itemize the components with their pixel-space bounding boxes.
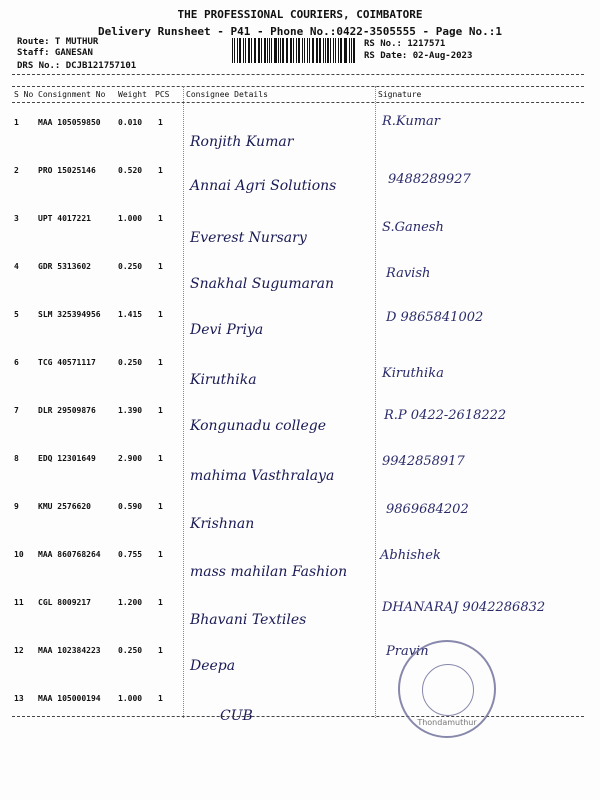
barcode-bar [340, 38, 342, 63]
signature-scribble: DHANARAJ 9042286832 [382, 600, 546, 615]
row-pcs: 1 [158, 310, 163, 319]
row-weight: 2.900 [118, 454, 143, 463]
barcode-bar [290, 38, 291, 63]
row-sno: 5 [14, 310, 19, 319]
row-sno: 7 [14, 406, 19, 415]
consignee-name: Annai Agri Solutions [190, 178, 337, 194]
route-label: Route: T MUTHUR [17, 37, 99, 47]
barcode-bar [345, 38, 346, 63]
row-pcs: 1 [158, 214, 163, 223]
barcode-bar [271, 38, 272, 63]
consignee-name: Bhavani Textiles [190, 612, 307, 628]
row-consignment-no: TCG 40571117 [38, 358, 96, 367]
table-row [0, 640, 600, 680]
barcode-bar [237, 38, 238, 63]
barcode-bar [316, 38, 317, 63]
barcode-bar [239, 38, 241, 63]
barcode-bar [248, 38, 249, 63]
row-consignment-no: EDQ 12301649 [38, 454, 96, 463]
consignee-name: Everest Nursary [190, 230, 307, 246]
barcode-bar [344, 38, 345, 63]
row-sno: 9 [14, 502, 19, 511]
table-row [0, 112, 600, 152]
barcode-bar [261, 38, 262, 63]
barcode-bar [338, 38, 339, 63]
barcode-bar [323, 38, 324, 63]
table-row [0, 448, 600, 488]
consignee-name: Krishnan [190, 516, 255, 532]
table-row [0, 256, 600, 296]
col-consignment: Consignment No [38, 90, 106, 99]
signature-scribble: D 9865841002 [386, 310, 484, 325]
consignee-name: Devi Priya [190, 322, 264, 338]
col-consignee: Consignee Details [186, 90, 268, 99]
rs-date: RS Date: 02-Aug-2023 [364, 51, 473, 61]
rs-number: RS No.: 1217571 [364, 39, 446, 49]
barcode-bar [307, 38, 308, 63]
barcode-bar [245, 38, 246, 63]
row-pcs: 1 [158, 694, 163, 703]
barcode-bar [330, 38, 331, 63]
barcode-bar [325, 38, 326, 63]
row-sno: 3 [14, 214, 19, 223]
barcode-bar [313, 38, 314, 63]
barcode-bar [254, 38, 255, 63]
stamp-inner-ring [422, 664, 474, 716]
consignee-name: Snakhal Sugumaran [190, 276, 334, 292]
barcode-bar [319, 38, 321, 63]
barcode-bar [287, 38, 288, 63]
barcode-bar [335, 38, 336, 63]
barcode-bar [353, 38, 354, 63]
row-weight: 0.590 [118, 502, 143, 511]
row-sno: 12 [14, 646, 24, 655]
barcode-bar [312, 38, 313, 63]
table-row [0, 544, 600, 584]
signature-scribble: Kiruthika [382, 366, 444, 381]
stamp-label: Thondamuthur [417, 718, 477, 727]
drs-number: DRS No.: DCJB121757101 [17, 61, 137, 71]
consignee-name: Kiruthika [190, 372, 257, 388]
barcode-bar [280, 38, 281, 63]
barcode-bar [302, 38, 303, 63]
barcode-bar [267, 38, 268, 63]
post-office-stamp [398, 640, 496, 738]
barcode-bar [251, 38, 252, 63]
consignee-name: Ronjith Kumar [190, 134, 294, 150]
signature-scribble: 9869684202 [386, 502, 469, 517]
table-row [0, 160, 600, 200]
row-consignment-no: MAA 102384223 [38, 646, 101, 655]
row-pcs: 1 [158, 262, 163, 271]
row-sno: 4 [14, 262, 19, 271]
divider [12, 716, 584, 717]
row-consignment-no: MAA 860768264 [38, 550, 101, 559]
signature-scribble: 9488289927 [388, 172, 471, 187]
staff-label: Staff: GANESAN [17, 48, 93, 58]
runsheet-subtitle: Delivery Runsheet - P41 - Phone No.:0422-3505555 - Page No.:1 [98, 25, 502, 38]
row-pcs: 1 [158, 502, 163, 511]
company-title: THE PROFESSIONAL COURIERS, COIMBATORE [177, 8, 423, 21]
barcode-bar [243, 38, 244, 63]
row-consignment-no: MAA 105059850 [38, 118, 101, 127]
row-pcs: 1 [158, 550, 163, 559]
table-row [0, 592, 600, 632]
divider [12, 86, 584, 87]
row-sno: 2 [14, 166, 19, 175]
barcode-bar [282, 38, 283, 63]
barcode-bar [327, 38, 328, 63]
barcode-bar [351, 38, 352, 63]
row-pcs: 1 [158, 406, 163, 415]
barcode-bar [255, 38, 256, 63]
barcode-bar [278, 38, 279, 63]
row-weight: 0.250 [118, 646, 143, 655]
barcode-bar [258, 38, 260, 63]
signature-scribble: Ravish [386, 266, 431, 281]
row-weight: 1.415 [118, 310, 143, 319]
barcode-bar [286, 38, 287, 63]
row-pcs: 1 [158, 598, 163, 607]
barcode-bar [234, 38, 235, 63]
row-weight: 0.755 [118, 550, 143, 559]
signature-scribble: R.P 0422-2618222 [384, 408, 507, 423]
barcode-bar [269, 38, 270, 63]
row-sno: 8 [14, 454, 19, 463]
row-weight: 0.250 [118, 358, 143, 367]
row-sno: 6 [14, 358, 19, 367]
row-weight: 1.200 [118, 598, 143, 607]
barcode-bar [232, 38, 233, 63]
col-pcs: PCS [155, 90, 170, 99]
row-pcs: 1 [158, 118, 163, 127]
row-weight: 0.250 [118, 262, 143, 271]
barcode-bar [293, 38, 294, 63]
table-row [0, 304, 600, 344]
consignee-name: CUB [220, 708, 253, 724]
barcode-bar [304, 38, 305, 63]
row-consignment-no: SLM 325394956 [38, 310, 101, 319]
barcode-bar [296, 38, 297, 63]
divider [12, 102, 584, 103]
row-pcs: 1 [158, 454, 163, 463]
row-weight: 1.390 [118, 406, 143, 415]
row-consignment-no: KMU 2576620 [38, 502, 91, 511]
signature-scribble: Abhishek [380, 548, 441, 563]
signature-scribble: Pravin [386, 644, 429, 659]
signature-scribble: 9942858917 [382, 454, 465, 469]
consignee-name: mahima Vasthralaya [190, 468, 335, 484]
consignee-name: mass mahilan Fashion [190, 564, 348, 580]
row-consignment-no: UPT 4017221 [38, 214, 91, 223]
row-consignment-no: MAA 105000194 [38, 694, 101, 703]
barcode-bar [349, 38, 350, 63]
table-row [0, 208, 600, 248]
divider [12, 74, 584, 75]
row-pcs: 1 [158, 166, 163, 175]
col-sno: S No [14, 90, 34, 99]
table-row [0, 688, 600, 728]
row-weight: 1.000 [118, 214, 143, 223]
row-pcs: 1 [158, 646, 163, 655]
signature-scribble: R.Kumar [382, 114, 441, 129]
row-sno: 1 [14, 118, 19, 127]
consignee-name: Kongunadu college [190, 418, 327, 434]
barcode-bar [264, 38, 265, 63]
row-sno: 10 [14, 550, 24, 559]
signature-scribble: S.Ganesh [382, 220, 444, 235]
row-sno: 11 [14, 598, 24, 607]
row-consignment-no: GDR 5313602 [38, 262, 91, 271]
row-pcs: 1 [158, 358, 163, 367]
barcode [232, 38, 356, 63]
row-consignment-no: CGL 8009217 [38, 598, 91, 607]
table-row [0, 400, 600, 440]
row-consignment-no: DLR 29509876 [38, 406, 96, 415]
row-weight: 0.010 [118, 118, 143, 127]
barcode-bar [333, 38, 334, 63]
table-row [0, 352, 600, 392]
consignee-name: Deepa [190, 658, 236, 674]
col-weight: Weight [118, 90, 147, 99]
col-signature: Signature [378, 90, 422, 99]
barcode-bar [298, 38, 300, 63]
row-consignment-no: PRO 15025146 [38, 166, 96, 175]
barcode-bar [309, 38, 310, 63]
row-weight: 0.520 [118, 166, 143, 175]
table-row [0, 496, 600, 536]
row-weight: 1.000 [118, 694, 143, 703]
barcode-bar [274, 38, 276, 63]
row-sno: 13 [14, 694, 24, 703]
